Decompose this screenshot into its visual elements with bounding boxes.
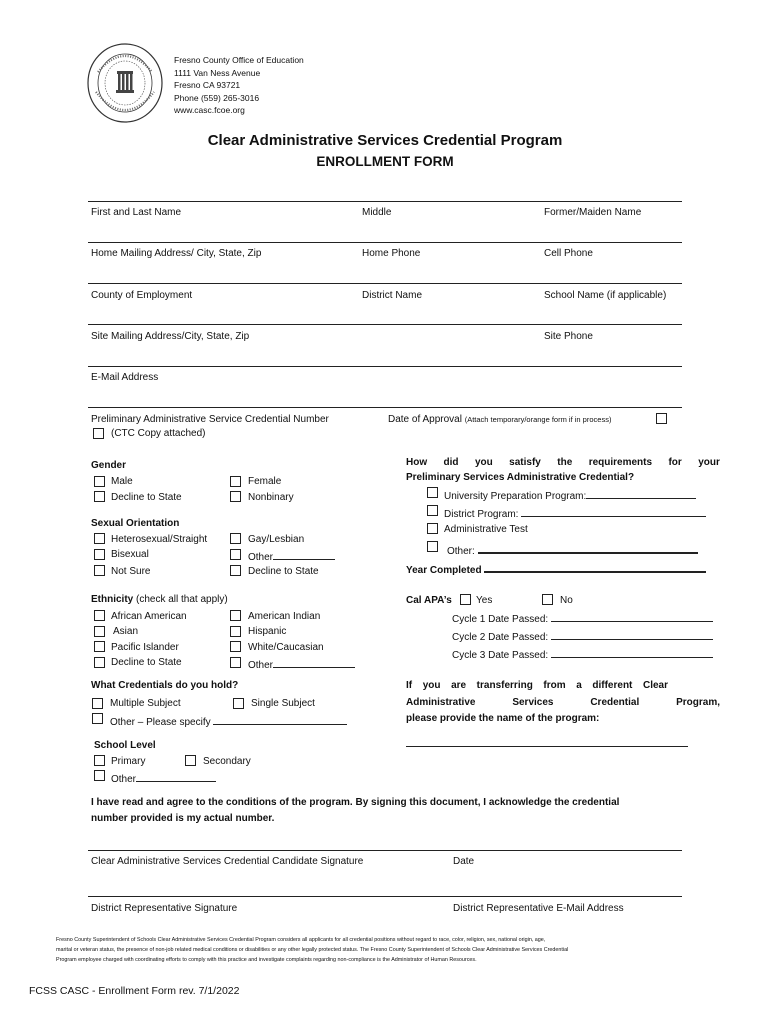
orientation-heading: Sexual Orientation (91, 518, 180, 529)
candidate-signature-line[interactable] (88, 850, 682, 851)
orientation-notsure-label: Not Sure (111, 566, 151, 577)
req-other-label: Other: (447, 546, 475, 557)
credential-multiple-label: Multiple Subject (110, 698, 181, 709)
ethnicity-african-checkbox[interactable] (94, 610, 105, 621)
cal-apa-yes-checkbox[interactable] (460, 594, 471, 605)
req-district-label: District Program: (444, 509, 519, 520)
req-district-checkbox[interactable] (427, 505, 438, 516)
district-signature-line[interactable] (88, 896, 682, 897)
level-other-label: Other (111, 774, 137, 785)
cal-apa-yes-label: Yes (476, 595, 493, 606)
form-subtitle: ENROLLMENT FORM (316, 154, 454, 169)
cell-phone-label: Cell Phone (544, 248, 593, 259)
org-city: Fresno CA 93721 (174, 80, 241, 90)
orientation-gay-label: Gay/Lesbian (248, 534, 305, 545)
gender-nonbinary-checkbox[interactable] (230, 491, 241, 502)
site-phone-label: Site Phone (544, 331, 593, 342)
req-admin-test-label: Administrative Test (444, 524, 528, 535)
ethnicity-asian-checkbox[interactable] (94, 626, 105, 637)
level-primary-checkbox[interactable] (94, 755, 105, 766)
ethnicity-white-label: White/Caucasian (248, 642, 324, 653)
orientation-decline-label: Decline to State (248, 566, 319, 577)
transfer-line3: please provide the name of the program: (406, 713, 600, 724)
cycle3-line[interactable] (551, 647, 713, 658)
agreement-line2: number provided is my actual number. (91, 813, 275, 824)
req-university-checkbox[interactable] (427, 487, 438, 498)
gender-decline-label: Decline to State (111, 492, 182, 503)
ethnicity-hispanic-label: Hispanic (248, 626, 287, 637)
req-university-line[interactable] (586, 488, 696, 499)
req-other-line[interactable] (478, 542, 698, 554)
level-secondary-checkbox[interactable] (185, 755, 196, 766)
ethnicity-african-label: African American (111, 611, 187, 622)
district-email-label: District Representative E-Mail Address (453, 903, 624, 914)
req-university-label: University Preparation Program: (444, 491, 587, 502)
level-other-line[interactable] (136, 771, 216, 782)
org-website[interactable]: www.casc.fcoe.org (174, 105, 245, 115)
district-signature-label: District Representative Signature (91, 903, 238, 914)
ethnicity-pacific-label: Pacific Islander (111, 642, 179, 653)
gender-male-label: Male (111, 476, 133, 487)
county-label: County of Employment (91, 290, 193, 301)
email-label: E-Mail Address (91, 372, 159, 383)
ethnicity-heading-note: (check all that apply) (136, 594, 228, 605)
req-word: did (443, 457, 459, 468)
orientation-bisexual-checkbox[interactable] (94, 549, 105, 560)
credential-multiple-checkbox[interactable] (92, 698, 103, 709)
home-phone-label: Home Phone (362, 248, 421, 259)
orientation-decline-checkbox[interactable] (230, 565, 241, 576)
row-rule-4 (88, 324, 682, 325)
middle-name-label: Middle (362, 207, 392, 218)
ethnicity-other-line[interactable] (273, 657, 355, 668)
ethnicity-hispanic-checkbox[interactable] (230, 626, 241, 637)
level-secondary-label: Secondary (203, 756, 251, 767)
orientation-other-label: Other (248, 552, 274, 563)
ethnicity-asian-label: Asian (113, 626, 139, 637)
credentials-heading: What Credentials do you hold? (91, 680, 239, 691)
req-word: How (406, 457, 428, 468)
transfer-line2: Administrative Services Credential Program, (406, 697, 720, 708)
orientation-bisexual-label: Bisexual (111, 549, 149, 560)
approval-note: (Attach temporary/orange form if in process) (464, 415, 612, 424)
prelim-number-label: Preliminary Administrative Service Credential Number (91, 414, 329, 425)
approval-date-label: Date of Approval (388, 414, 462, 425)
org-street: 1111 Van Ness Avenue (174, 67, 261, 78)
first-last-name-label: First and Last Name (91, 207, 182, 218)
ethnicity-other-checkbox[interactable] (230, 657, 241, 668)
credential-other-label: Other – Please specify (110, 717, 211, 728)
orientation-hetero-label: Heterosexual/Straight (111, 534, 208, 545)
orientation-notsure-checkbox[interactable] (94, 565, 105, 576)
form-revision-footer: FCSS CASC - Enrollment Form rev. 7/1/2022 (29, 985, 240, 997)
county-seal-logo (86, 42, 164, 124)
requirements-question-line2: Preliminary Services Administrative Credential? (406, 472, 635, 483)
ethnicity-other-label: Other (248, 660, 274, 671)
credential-single-checkbox[interactable] (233, 698, 244, 709)
req-word: satisfy (509, 457, 541, 468)
candidate-signature-label: Clear Administrative Services Credential Candidate Signature (91, 856, 364, 867)
credential-other-line[interactable] (213, 714, 347, 725)
cycle1-line[interactable] (551, 611, 713, 622)
cal-apa-label: Cal APA’s (406, 595, 452, 606)
req-word: requirements (588, 457, 653, 468)
ethnicity-white-checkbox[interactable] (230, 641, 241, 652)
row-rule-5 (88, 366, 682, 367)
cal-apa-no-label: No (560, 595, 573, 606)
cycle3-label: Cycle 3 Date Passed: (452, 650, 549, 661)
ethnicity-decline-label: Decline to State (111, 657, 182, 668)
ethnicity-indian-label: American Indian (248, 611, 321, 622)
agreement-line1: I have read and agree to the conditions of the program. By signing this document, I acknowledge the credential (91, 797, 620, 808)
ethnicity-pacific-checkbox[interactable] (94, 641, 105, 652)
cycle2-label: Cycle 2 Date Passed: (452, 632, 549, 643)
req-other-checkbox[interactable] (427, 541, 438, 552)
cycle1-label: Cycle 1 Date Passed: (452, 614, 549, 625)
year-completed-label: Year Completed (406, 565, 482, 576)
orientation-hetero-checkbox[interactable] (94, 533, 105, 544)
req-district-line[interactable] (521, 506, 706, 517)
transfer-program-line[interactable] (406, 746, 688, 747)
ethnicity-indian-checkbox[interactable] (230, 610, 241, 621)
level-other-checkbox[interactable] (94, 770, 105, 781)
gender-male-checkbox[interactable] (94, 476, 105, 487)
maiden-name-label: Former/Maiden Name (544, 207, 642, 218)
credential-single-label: Single Subject (251, 698, 315, 709)
site-address-label: Site Mailing Address/City, State, Zip (91, 331, 250, 342)
nondiscrimination-line1: Fresno County Superintendent of Schools Clear Administrative Services Credential Program considers all applicants for all credential positions without regard to race, color, religion, sex, national origin, age, (56, 937, 546, 943)
signature-date-label: Date (453, 856, 475, 867)
transfer-line1: If you are transferring from a different Clear (406, 680, 668, 691)
gender-nonbinary-label: Nonbinary (248, 492, 294, 503)
district-name-label: District Name (362, 290, 423, 301)
gender-female-checkbox[interactable] (230, 476, 241, 487)
orientation-gay-checkbox[interactable] (230, 533, 241, 544)
org-phone: Phone (559) 265-3016 (174, 92, 260, 103)
approval-checkbox[interactable] (656, 413, 667, 424)
req-word: the (557, 457, 573, 468)
ethnicity-heading: Ethnicity (91, 594, 134, 605)
nondiscrimination-line3: Program employee charged with coordinating efforts to comply with this practice and investigate complaints regarding non-compliance is the Administrator of Human Resources. (56, 957, 477, 963)
requirements-question-line1 (406, 457, 720, 469)
req-word: you (474, 457, 493, 468)
req-admin-test-checkbox[interactable] (427, 523, 438, 534)
level-primary-label: Primary (111, 756, 146, 767)
ethnicity-decline-checkbox[interactable] (94, 657, 105, 668)
org-address-block (174, 54, 304, 117)
credential-other-checkbox[interactable] (92, 713, 103, 724)
row-rule-6 (88, 407, 682, 408)
gender-decline-checkbox[interactable] (94, 491, 105, 502)
orientation-other-checkbox[interactable] (230, 549, 241, 560)
row-rule-3 (88, 283, 682, 284)
ctc-copy-label: (CTC Copy attached) (111, 428, 206, 439)
year-completed-line[interactable] (484, 561, 706, 573)
school-level-heading: School Level (94, 740, 156, 751)
nondiscrimination-line2: marital or veteran status, the presence of non-job related medical conditions or disabilities or any other legally protected status. The Fresno County Superintendent of Schools Clear Administrative Services Credential (56, 947, 569, 953)
cal-apa-no-checkbox[interactable] (542, 594, 553, 605)
home-address-label: Home Mailing Address/ City, State, Zip (91, 248, 262, 259)
gender-female-label: Female (248, 476, 282, 487)
ctc-copy-checkbox[interactable] (93, 428, 104, 439)
req-word: for (668, 457, 682, 468)
cycle2-line[interactable] (551, 629, 713, 640)
row-rule-1 (88, 201, 682, 202)
row-rule-2 (88, 242, 682, 243)
orientation-other-line[interactable] (273, 549, 335, 560)
gender-heading: Gender (91, 460, 127, 471)
org-name: Fresno County Office of Education (174, 55, 304, 65)
req-word: your (698, 457, 720, 468)
school-name-label: School Name (if applicable) (544, 290, 667, 301)
form-title: Clear Administrative Services Credential Program (207, 132, 563, 149)
